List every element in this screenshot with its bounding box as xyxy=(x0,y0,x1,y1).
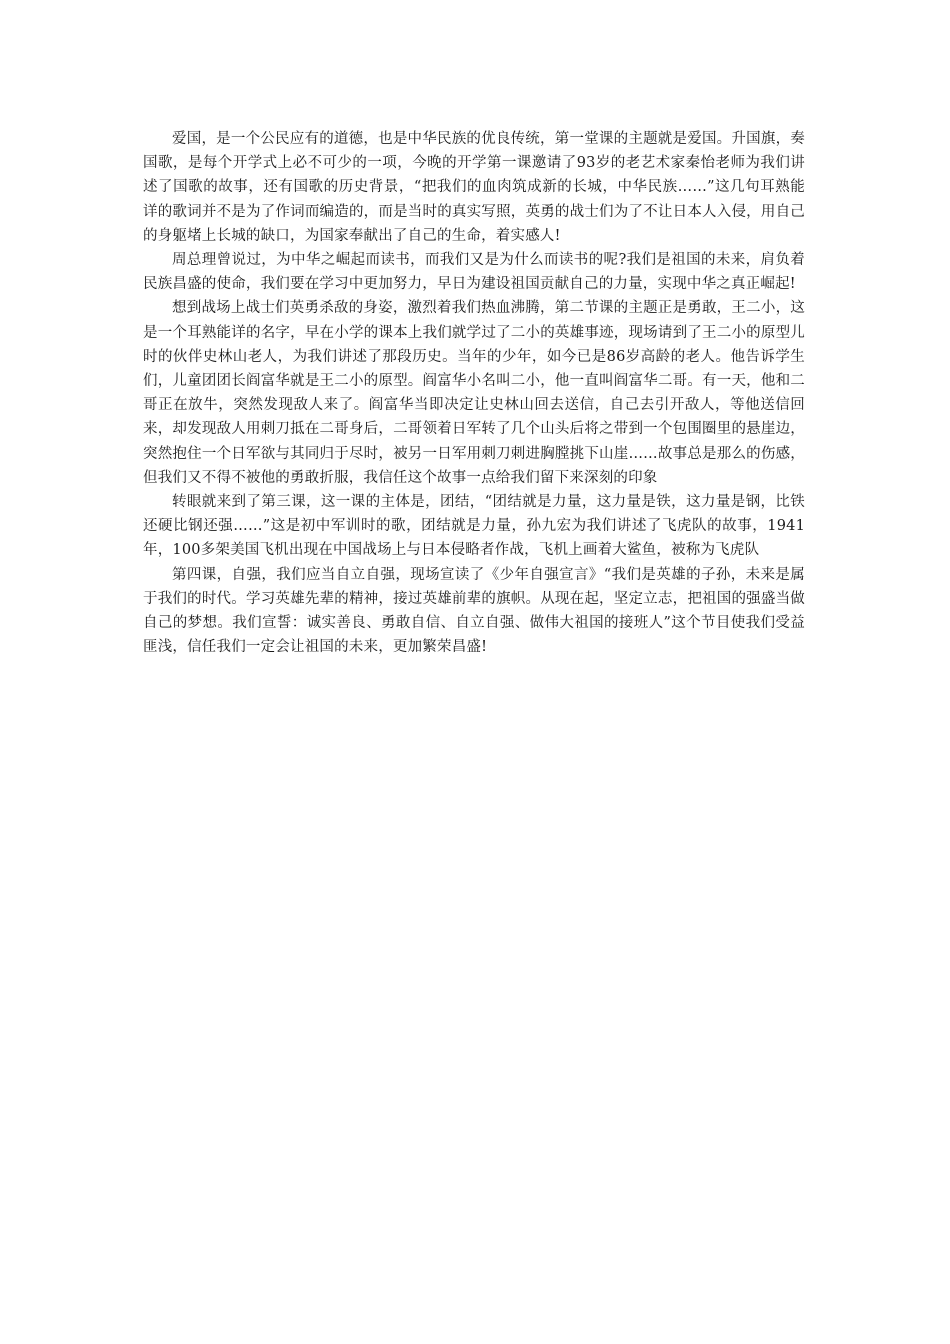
paragraph-bravery: 想到战场上战士们英勇杀敌的身姿，激烈着我们热血沸腾，第二节课的主题正是勇敢，王二小，这是一个耳熟能详的名字，早在小学的课本上我们就学过了二小的英雄事迹，现场请到了王二小的原型儿时的伙伴史林山老人，为我们讲述了那段历史。当年的少年，如今已是86岁高龄的老人。他告诉学生们，儿童团团长阎富华就是王二小的原型。阎富华小名叫二小，他一直叫阎富华二哥。有一天，他和二哥正在放牛，突然发现敌人来了。阎富华当即决定让史林山回去送信，自己去引开敌人，等他送信回来，却发现敌人用刺刀抵在二哥身后，二哥领着日军转了几个山头后将之带到一个包围圈里的悬崖边，突然抱住一个日军欲与其同归于尽时，被另一日军用刺刀刺进胸膛挑下山崖……故事总是那么的伤感，但我们又不得不被他的勇敢折服，我信任这个故事一点给我们留下来深刻的印象 xyxy=(143,300,805,486)
paragraph-unity: 转眼就来到了第三课，这一课的主体是，团结，“团结就是力量，这力量是铁，这力量是钢，比铁还硬比钢还强……”这是初中军训时的歌，团结就是力量，孙九宏为我们讲述了飞虎队的故事，1941年，100多架美国飞机出现在中国战场上与日本侵略者作战，飞机上画着大鲨鱼，被称为飞虎队 xyxy=(143,494,805,559)
paragraph-self-reliance: 第四课，自强，我们应当自立自强，现场宣读了《少年自强宣言》“我们是英雄的子孙，未来是属于我们的时代。学习英雄先辈的精神，接过英雄前辈的旗帜。从现在起，坚定立志，把祖国的强盛当做自己的梦想。我们宣誓：诚实善良、勇敢自信、自立自强、做伟大祖国的接班人”这个节目使我们受益匪浅，信任我们一定会让祖国的未来，更加繁荣昌盛! xyxy=(143,566,805,656)
paragraph-patriotism: 爱国，是一个公民应有的道德，也是中华民族的优良传统，第一堂课的主题就是爱国。升国旗，奏国歌，是每个开学式上必不可少的一项，今晚的开学第一课邀请了93岁的老艺术家秦怡老师为我们讲述了国歌的故事，还有国歌的历史背景，“把我们的血肉筑成新的长城，中华民族……”这几句耳熟能详的歌词并不是为了作词而编造的，而是当时的真实写照，英勇的战士们为了不让日本人入侵，用自己的身躯堵上长城的缺口，为国家奉献出了自己的生命，着实感人! xyxy=(143,131,805,244)
document-body xyxy=(143,127,805,659)
paragraph-study: 周总理曾说过，为中华之崛起而读书，而我们又是为什么而读书的呢?我们是祖国的未来，肩负着民族昌盛的使命，我们要在学习中更加努力，早日为建设祖国贡献自己的力量，实现中华之真正崛起! xyxy=(143,252,805,293)
